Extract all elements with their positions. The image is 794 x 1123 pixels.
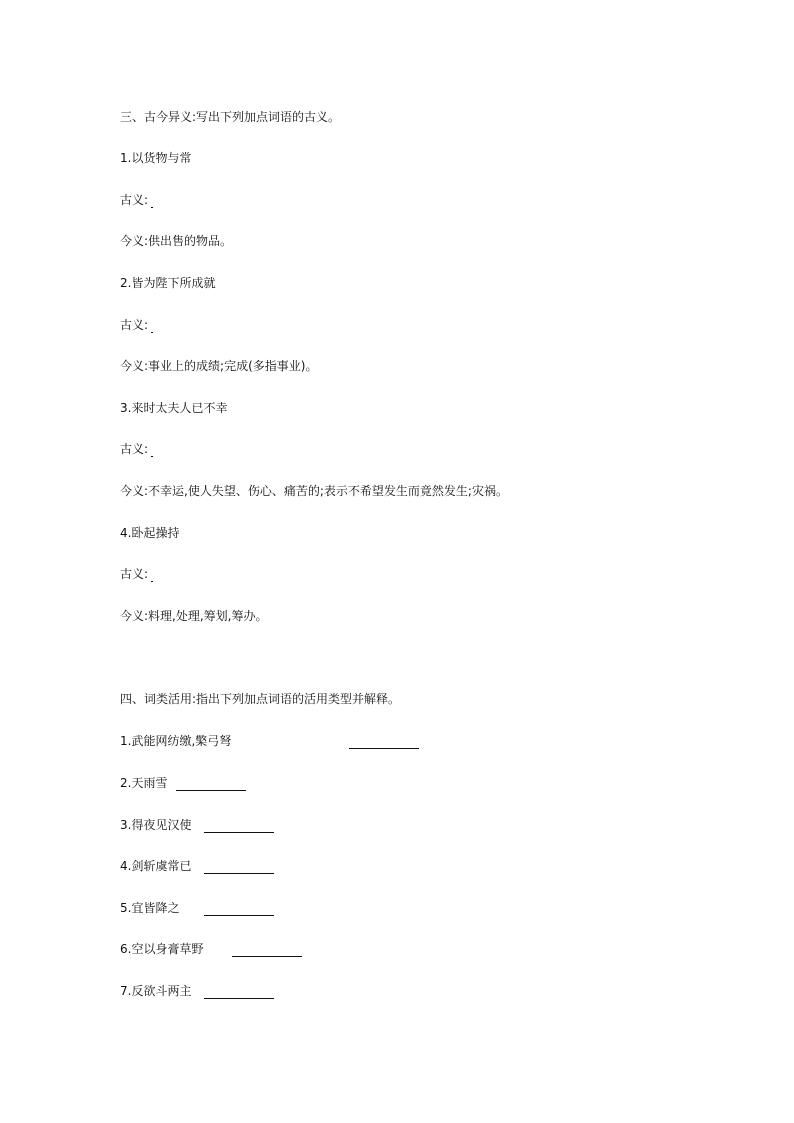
section3-item4-question: 4.卧起操持 xyxy=(120,526,180,540)
section4-heading: 四、词类活用:指出下列加点词语的活用类型并解释。 xyxy=(120,692,401,706)
section3-item1-old-meaning: 古义: xyxy=(120,193,149,207)
section3-item3-blank xyxy=(151,456,153,457)
section3-item3-old-meaning: 古义: xyxy=(120,442,149,456)
section4-item6: 6.空以身膏草野 xyxy=(120,942,204,956)
section3-item2-blank xyxy=(151,332,153,333)
section4-item7: 7.反欲斗两主 xyxy=(120,984,192,998)
section4-item2-blank xyxy=(176,790,246,791)
section3-item3-question: 3.来时太夫人已不幸 xyxy=(120,401,228,415)
section4-item7-blank xyxy=(204,998,274,999)
section4-item4: 4.剑斩虞常已 xyxy=(120,859,192,873)
section4-item2: 2.天雨雪 xyxy=(120,776,168,790)
section4-item1-blank xyxy=(349,748,419,749)
section4-item3: 3.得夜见汉使 xyxy=(120,818,192,832)
section3-item1-new-meaning: 今义:供出售的物品。 xyxy=(120,234,233,248)
section3-item1-question: 1.以货物与常 xyxy=(120,151,192,165)
section3-item4-old-meaning: 古义: xyxy=(120,567,149,581)
section4-item6-blank xyxy=(232,956,302,957)
section3-item2-question: 2.皆为陛下所成就 xyxy=(120,276,216,290)
section3-heading: 三、古今异义:写出下列加点词语的古义。 xyxy=(120,110,341,124)
section3-item2-old-meaning: 古义: xyxy=(120,318,149,332)
section3-item4-blank xyxy=(151,581,153,582)
section4-item3-blank xyxy=(204,832,274,833)
section4-item5: 5.宜皆降之 xyxy=(120,901,180,915)
section4-item1: 1.武能网纺缴,檠弓弩 xyxy=(120,734,232,748)
section4-item4-blank xyxy=(204,873,274,874)
section3-item1-blank xyxy=(151,207,153,208)
section3-item2-new-meaning: 今义:事业上的成绩;完成(多指事业)。 xyxy=(120,359,318,373)
section4-item5-blank xyxy=(204,915,274,916)
section3-item4-new-meaning: 今义:料理,处理,筹划,筹办。 xyxy=(120,609,268,623)
section3-item3-new-meaning: 今义:不幸运,使人失望、伤心、痛苦的;表示不希望发生而竟然发生;灾祸。 xyxy=(120,484,508,498)
